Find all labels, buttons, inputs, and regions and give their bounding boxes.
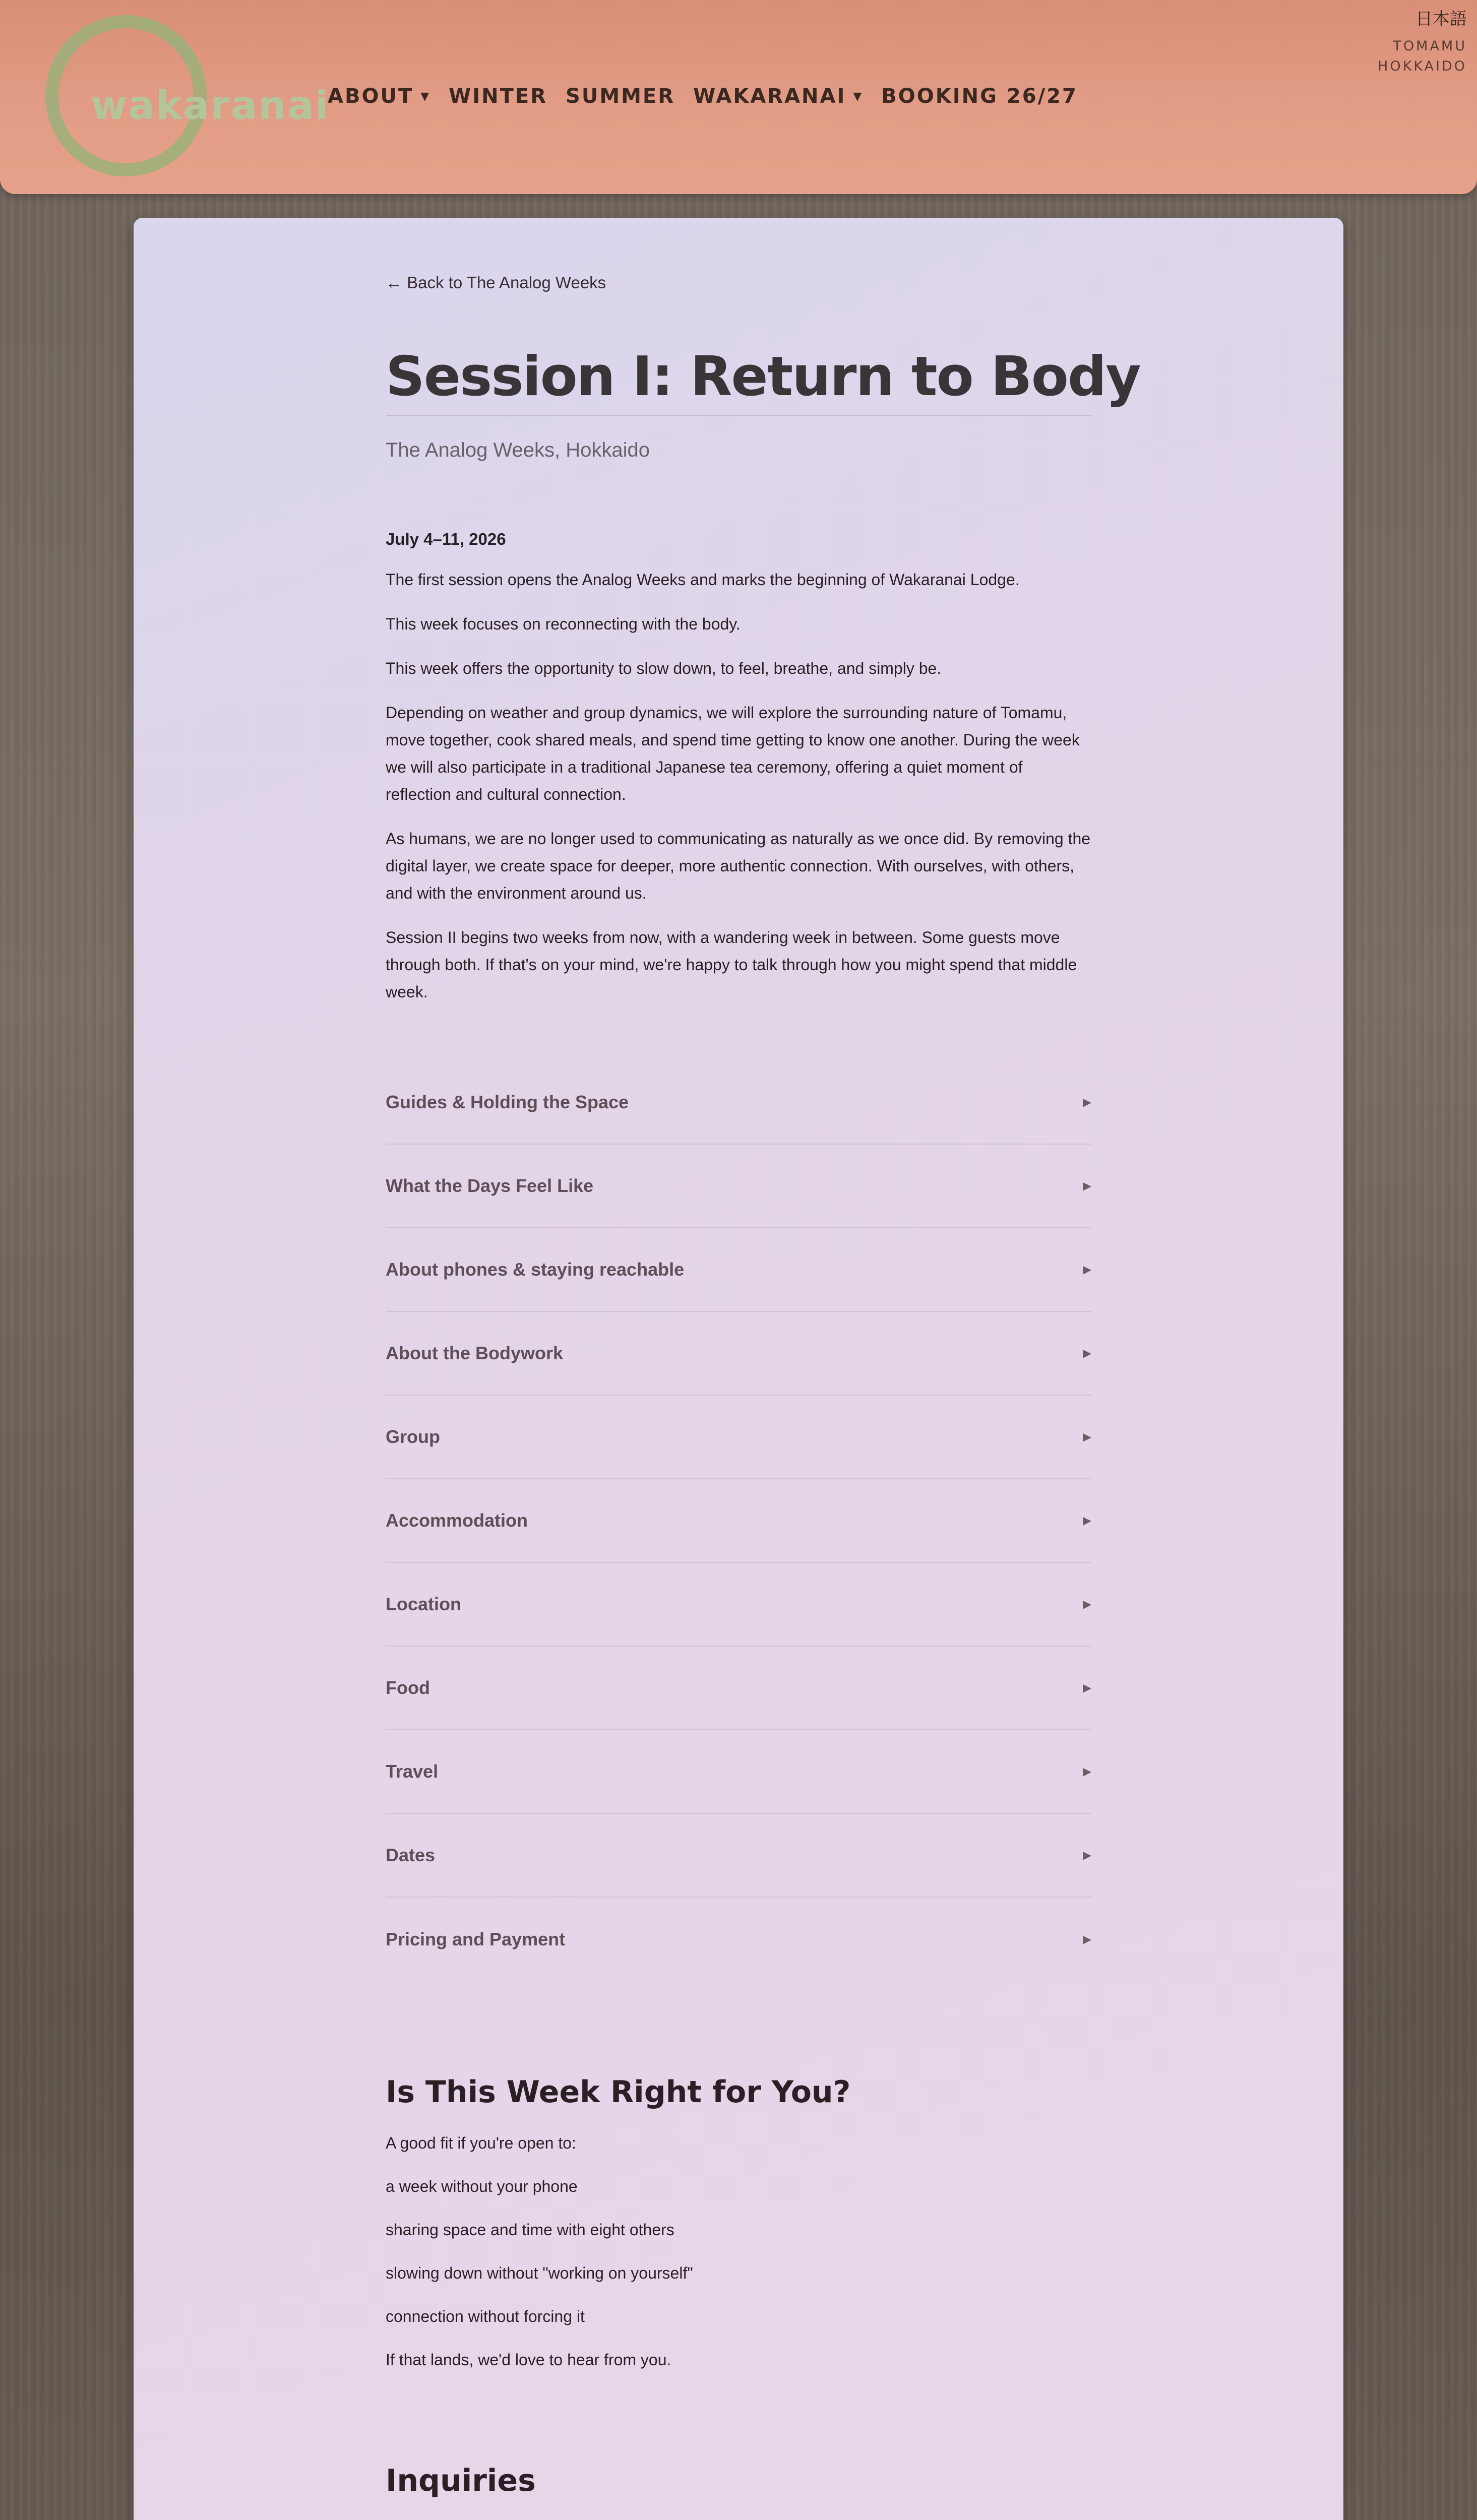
page-subtitle: The Analog Weeks, Hokkaido <box>386 439 650 461</box>
site-header <box>0 0 1477 194</box>
header-location <box>1378 36 1467 77</box>
nav-summer-label: SUMMER <box>566 85 675 108</box>
nav-winter[interactable] <box>449 85 547 108</box>
chevron-right-icon: ▶ <box>1083 1096 1091 1108</box>
accordion-label: Location <box>386 1594 461 1614</box>
content-card <box>134 218 1343 2520</box>
accordion-item-dates[interactable] <box>386 1814 1091 1898</box>
intro-paragraph: This week offers the opportunity to slow down, to feel, breathe, and simply be. <box>386 659 942 677</box>
content-column <box>386 273 1140 2520</box>
language-switch[interactable]: 日本語 <box>1416 9 1467 29</box>
accordion-label: Pricing and Payment <box>386 1929 566 1949</box>
fit-line: A good fit if you're open to: <box>386 2134 576 2152</box>
chevron-right-icon: ▶ <box>1083 1430 1091 1443</box>
nav-booking-label: BOOKING 26/27 <box>881 85 1078 108</box>
intro-paragraph: Session II begins two weeks from now, with a wandering week in between. Some guests move through both. If that's on your mind, we're happy to talk through how you might spend that middle week. <box>386 928 1077 1001</box>
accordion-item-phones[interactable] <box>386 1228 1091 1312</box>
fit-line: If that lands, we'd love to hear from you. <box>386 2351 671 2369</box>
chevron-right-icon: ▶ <box>1083 1514 1091 1527</box>
place-line-2: HOKKAIDO <box>1378 58 1467 74</box>
chevron-right-icon: ▶ <box>1083 1849 1091 1861</box>
accordion-label: About the Bodywork <box>386 1343 563 1363</box>
accordion-label: About phones & staying reachable <box>386 1259 685 1280</box>
chevron-right-icon: ▶ <box>1083 1681 1091 1694</box>
accordion-item-guides[interactable] <box>386 1061 1091 1145</box>
accordion-item-bodywork[interactable] <box>386 1312 1091 1396</box>
nav-booking[interactable] <box>881 85 1078 108</box>
nav-about-label: ABOUT <box>328 85 414 108</box>
accordion-item-group[interactable] <box>386 1396 1091 1479</box>
inquiries-heading: Inquiries <box>386 2463 536 2498</box>
chevron-right-icon: ▶ <box>1083 1179 1091 1192</box>
fit-line: connection without forcing it <box>386 2307 585 2325</box>
accordion-item-location[interactable] <box>386 1563 1091 1647</box>
accordion-item-days[interactable] <box>386 1145 1091 1228</box>
fit-section <box>386 2074 1091 2370</box>
accordion-label: Accommodation <box>386 1510 528 1531</box>
nav-about[interactable] <box>328 85 430 108</box>
nav-summer[interactable] <box>566 85 675 108</box>
accordion-label: Dates <box>386 1845 436 1865</box>
logo-text: wakaranai <box>91 83 330 129</box>
chevron-right-icon: ▶ <box>1083 1598 1091 1610</box>
accordion-label: Guides & Holding the Space <box>386 1092 629 1112</box>
chevron-right-icon: ▶ <box>1083 1347 1091 1359</box>
accordion-item-pricing[interactable] <box>386 1898 1091 1981</box>
logo[interactable] <box>45 15 330 176</box>
intro-paragraph: Depending on weather and group dynamics, we will explore the surrounding nature of Tomamu, move together, cook shared meals, and spend time getting to know one another. During the week we will also participate in a traditional Japanese tea ceremony, offering a quiet moment of reflection and cultural connection. <box>386 704 1080 803</box>
fit-line: slowing down without "working on yourself" <box>386 2264 693 2282</box>
back-link[interactable]: ← Back to The Analog Weeks <box>386 273 606 292</box>
accordion-label: What the Days Feel Like <box>386 1175 594 1196</box>
accordion-item-travel[interactable] <box>386 1730 1091 1814</box>
fit-line: sharing space and time with eight others <box>386 2221 674 2239</box>
caret-down-icon: ▼ <box>853 90 864 103</box>
intro-paragraph: The first session opens the Analog Weeks and marks the beginning of Wakaranai Lodge. <box>386 571 1020 589</box>
accordion-item-accommodation[interactable] <box>386 1479 1091 1563</box>
nav-wakaranai[interactable] <box>693 85 863 108</box>
chevron-right-icon: ▶ <box>1083 1263 1091 1276</box>
accordion-item-food[interactable] <box>386 1647 1091 1730</box>
fit-heading: Is This Week Right for You? <box>386 2074 851 2110</box>
page-title: Session I: Return to Body <box>386 345 1091 416</box>
place-line-1: TOMAMU <box>1393 38 1467 54</box>
accordion-label: Group <box>386 1426 440 1447</box>
intro-paragraph: As humans, we are no longer used to communicating as naturally as we once did. By removing the digital layer, we create space for deeper, more authentic connection. With ourselves, with others, and with the environment around us. <box>386 830 1091 902</box>
fit-line: a week without your phone <box>386 2177 578 2195</box>
session-date: July 4–11, 2026 <box>386 530 506 548</box>
intro-paragraph: This week focuses on reconnecting with the body. <box>386 615 741 633</box>
caret-down-icon: ▼ <box>420 90 431 103</box>
inquiries-section <box>386 2463 1091 2520</box>
nav-wakaranai-label: WAKARANAI <box>693 85 846 108</box>
chevron-right-icon: ▶ <box>1083 1765 1091 1778</box>
main-nav <box>328 85 1078 108</box>
chevron-right-icon: ▶ <box>1083 1933 1091 1945</box>
faq-accordion <box>386 1061 1091 1981</box>
nav-winter-label: WINTER <box>449 85 548 108</box>
accordion-label: Travel <box>386 1761 439 1782</box>
accordion-label: Food <box>386 1677 430 1698</box>
